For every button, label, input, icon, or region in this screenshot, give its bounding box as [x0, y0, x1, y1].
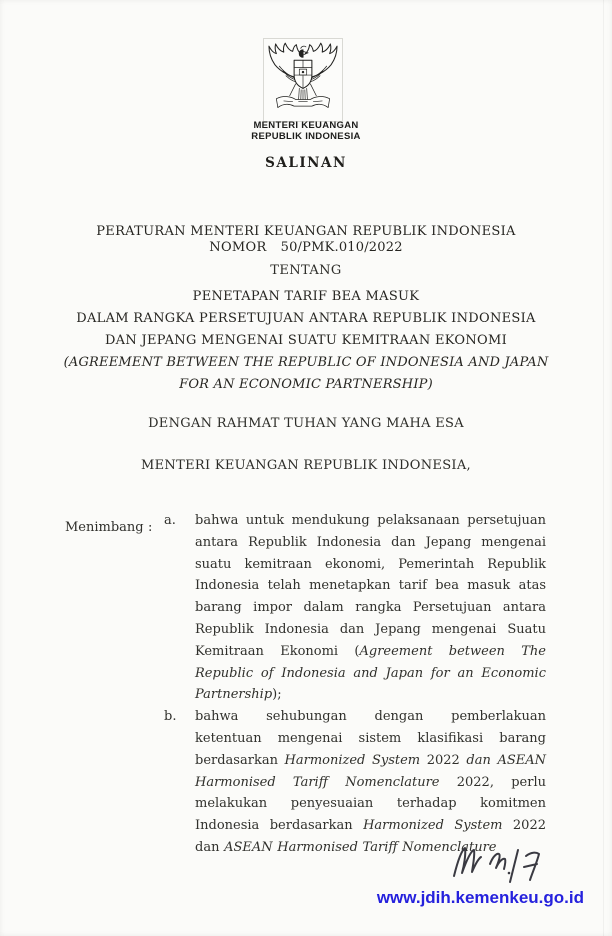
subject-line: DAN JEPANG MENGENAI SUATU KEMITRAAN EKONOMI	[104, 332, 508, 348]
regulation-number-line	[0, 240, 612, 256]
garuda-pancasila-emblem-icon	[266, 42, 340, 118]
handwritten-initials-signature	[448, 840, 553, 890]
emblem-frame	[263, 38, 343, 122]
regulation-title-line: PERATURAN MENTERI KEUANGAN REPUBLIK INDONESIA	[96, 224, 516, 239]
nomor-label: NOMOR	[209, 240, 267, 255]
item-marker: a.	[164, 513, 176, 528]
item-marker: b.	[164, 709, 177, 725]
regulation-title	[0, 224, 612, 256]
subject-line: PENETAPAN TARIF BEA MASUK	[192, 289, 420, 304]
ministry-name	[0, 121, 612, 142]
tentang-label: TENTANG	[270, 263, 342, 278]
subject-line: DALAM RANGKA PERSETUJUAN ANTARA REPUBLIK INDONESIA	[76, 310, 536, 326]
consideration-item-b	[164, 706, 546, 859]
ministry-line-2: REPUBLIK INDONESIA	[251, 130, 361, 142]
jdih-website-link[interactable]: www.jdih.kemenkeu.go.id	[376, 888, 584, 907]
menimbang-label: Menimbang	[65, 520, 144, 535]
invocation-line: DENGAN RAHMAT TUHAN YANG MAHA ESA	[148, 416, 464, 431]
considerations-list	[164, 510, 546, 859]
menimbang-colon: :	[148, 520, 153, 535]
item-text: bahwa untuk mendukung pelaksanaan persetujuan antara Republik Indonesia dan Jepang mengenai suatu kemitraan ekonomi, Pemerintah Republik Indonesia telah menetapkan tarif bea masuk atas barang impor dalam rangka Persetujuan antara Republik Indonesia dan Jepang mengenai Suatu Kemitraan Ekonomi (Agreement between The Republic of Indonesia and Japan for an Economic Partnership);	[195, 513, 546, 703]
copy-stamp-label: SALINAN	[265, 155, 347, 171]
regulation-subject	[0, 286, 612, 396]
consideration-item-a	[164, 510, 546, 706]
nomor-value: 50/PMK.010/2022	[280, 240, 403, 255]
subject-translation-line: (AGREEMENT BETWEEN THE REPUBLIC OF INDONESIA AND JAPAN	[63, 354, 549, 370]
issuer-line: MENTERI KEUANGAN REPUBLIK INDONESIA,	[141, 458, 471, 473]
ministry-line-1: MENTERI KEUANGAN	[253, 120, 359, 131]
item-text: bahwa sehubungan dengan pemberlakuan ketentuan mengenai sistem klasifikasi barang berdasarkan Harmonized System 2022 dan ASEAN Harmonised Tariff Nomenclature 2022, perlu melakukan penyesuaian terhadap komitmen Indonesia berdasarkan Harmonized System 2022 dan ASEAN Harmonised Tariff Nomenclature	[195, 709, 546, 855]
subject-translation-line: FOR AN ECONOMIC PARTNERSHIP)	[179, 376, 433, 392]
